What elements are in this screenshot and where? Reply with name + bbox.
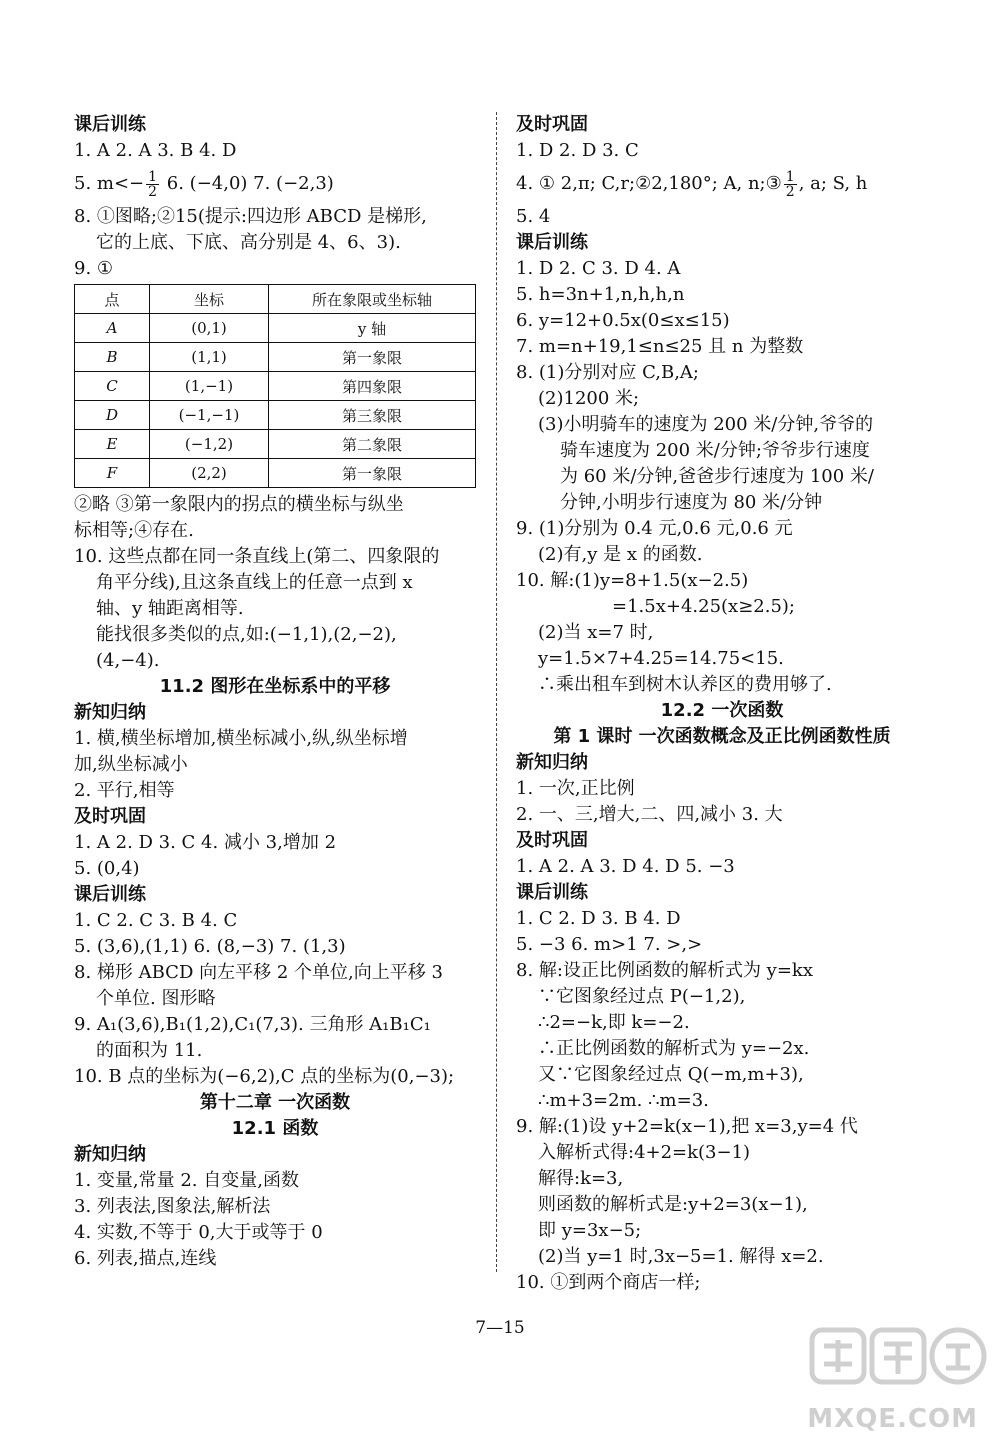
- section-heading: 新知归纳: [516, 752, 588, 773]
- answer-line: =1.5x+4.25(x≥2.5);: [612, 596, 795, 617]
- table-cell: (−1,−1): [150, 401, 269, 430]
- table-cell: 第一象限: [269, 459, 476, 488]
- answer-line: 1. 横,横坐标增加,横坐标减小,纵,纵坐标增: [74, 728, 408, 749]
- answer-line: 又∵它图象经过点 Q(−m,m+3),: [538, 1064, 804, 1085]
- answer-line: ∴正比例函数的解析式为 y=−2x.: [538, 1038, 810, 1059]
- table-cell: C: [75, 372, 150, 401]
- section-heading: 新知归纳: [74, 1144, 146, 1165]
- answer-line: 1. 变量,常量 2. 自变量,函数: [74, 1170, 299, 1191]
- table-row: [75, 459, 476, 488]
- answer-line: 1. A 2. A 3. D 4. D 5. −3: [516, 856, 735, 877]
- column-divider: [496, 112, 497, 1272]
- answer-line: 6. y=12+0.5x(0≤x≤15): [516, 310, 730, 331]
- answer-line: 1. D 2. D 3. C: [516, 140, 639, 161]
- answer-line: ②略 ③第一象限内的拐点的横坐标与纵坐: [74, 494, 404, 515]
- answer-line: 即 y=3x−5;: [538, 1220, 642, 1241]
- table-cell: 第二象限: [269, 430, 476, 459]
- table-header: 坐标: [150, 285, 269, 314]
- table-cell: 第一象限: [269, 343, 476, 372]
- table-cell: F: [75, 459, 150, 488]
- answer-line: 10. 这些点都在同一条直线上(第二、四象限的: [74, 546, 440, 567]
- table-cell: D: [75, 401, 150, 430]
- answer-line: 3. 列表法,图象法,解析法: [74, 1196, 271, 1217]
- answer-line: y=1.5×7+4.25=14.75<15.: [538, 648, 784, 669]
- answer-line: 能找很多类似的点,如:(−1,1),(2,−2),: [96, 624, 397, 645]
- fraction-denominator: 2: [148, 183, 158, 200]
- answer-line: 6. 列表,描点,连线: [74, 1248, 217, 1269]
- answer-line: 骑车速度为 200 米/分钟;爷爷步行速度: [560, 440, 870, 461]
- answer-line: (3)小明骑车的速度为 200 米/分钟,爷爷的: [538, 414, 874, 435]
- answer-line: (2)当 y=1 时,3x−5=1. 解得 x=2.: [538, 1246, 824, 1267]
- table-cell: E: [75, 430, 150, 459]
- table-row: [75, 314, 476, 343]
- answer-line: ∴m+3=2m. ∴m=3.: [538, 1090, 709, 1111]
- answer-line: 7. m=n+19,1≤n≤25 且 n 为整数: [516, 336, 804, 357]
- answer-line: 的面积为 11.: [96, 1040, 203, 1061]
- answer-line: 角平分线),且这条直线上的任意一点到 x: [96, 572, 413, 593]
- left-column: [74, 112, 476, 1272]
- answer-line: 10. ①到两个商店一样;: [516, 1272, 701, 1293]
- table-cell: (2,2): [150, 459, 269, 488]
- table-cell: (0,1): [150, 314, 269, 343]
- table-cell: B: [75, 343, 150, 372]
- answer-line: 2. 一、三,增大,二、四,减小 3. 大: [516, 804, 783, 825]
- answer-line: 9. (1)分别为 0.4 元,0.6 元,0.6 元: [516, 518, 793, 539]
- fraction-numerator: 1: [785, 168, 795, 185]
- table-cell: (1,1): [150, 343, 269, 372]
- fraction-numerator: 1: [148, 168, 158, 185]
- answer-line: ∴2=−k,即 k=−2.: [538, 1012, 690, 1033]
- answer-line: (4,−4).: [96, 650, 160, 671]
- table-cell: 第三象限: [269, 401, 476, 430]
- section-heading: 及时巩固: [74, 806, 146, 827]
- section-title: 12.2 一次函数: [660, 700, 784, 721]
- chapter-title: 第十二章 一次函数: [199, 1092, 351, 1113]
- section-heading: 课后训练: [74, 114, 146, 135]
- watermark-logo: [808, 1326, 988, 1386]
- table-header-row: [75, 285, 476, 314]
- answer-line: 解得:k=3,: [538, 1168, 624, 1189]
- table-cell: y 轴: [269, 314, 476, 343]
- answer-line: 标相等;④存在.: [74, 520, 194, 541]
- answer-line: 10. B 点的坐标为(−6,2),C 点的坐标为(0,−3);: [74, 1066, 455, 1087]
- answer-line: 5. (3,6),(1,1) 6. (8,−3) 7. (1,3): [74, 936, 346, 957]
- table-row: [75, 401, 476, 430]
- lesson-title: 第 1 课时 一次函数概念及正比例函数性质: [553, 726, 891, 747]
- answer-line: (2)当 x=7 时,: [538, 622, 654, 643]
- answer-line: [74, 164, 476, 204]
- answer-line: 4. 实数,不等于 0,大于或等于 0: [74, 1222, 323, 1243]
- answer-text: 5. m<−: [74, 173, 145, 194]
- answer-line: 为 60 米/分钟,爸爸步行速度为 100 米/: [560, 466, 874, 487]
- answer-line: 5. 4: [516, 206, 551, 227]
- answer-line: 8. 解:设正比例函数的解析式为 y=kx: [516, 960, 813, 981]
- answer-line: 入解析式得:4+2=k(3−1): [538, 1142, 751, 1163]
- answer-line: 9. 解:(1)设 y+2=k(x−1),把 x=3,y=4 代: [516, 1116, 858, 1137]
- answer-line: 5. −3 6. m>1 7. >,>: [516, 934, 703, 955]
- right-column: [516, 112, 928, 1296]
- watermark-url: MXQE.COM: [807, 1404, 978, 1434]
- answer-line: 它的上底、下底、高分别是 4、6、3).: [96, 232, 401, 253]
- answer-line: (2)1200 米;: [538, 388, 640, 409]
- answer-line: 1. C 2. C 3. B 4. C: [74, 910, 238, 931]
- answer-line: ∵它图象经过点 P(−1,2),: [538, 986, 746, 1007]
- answer-line: 1. A 2. A 3. B 4. D: [74, 140, 237, 161]
- answer-line: 9. ①: [74, 258, 114, 279]
- table-cell: 第四象限: [269, 372, 476, 401]
- table-cell: (1,−1): [150, 372, 269, 401]
- answer-line: 轴、y 轴距离相等.: [96, 598, 244, 619]
- answer-line: 5. h=3n+1,n,h,h,n: [516, 284, 685, 305]
- table-cell: A: [75, 314, 150, 343]
- table-row: [75, 430, 476, 459]
- answer-line: [516, 164, 928, 204]
- answer-line: 1. C 2. D 3. B 4. D: [516, 908, 681, 929]
- table-header: 所在象限或坐标轴: [269, 285, 476, 314]
- answer-line: 5. (0,4): [74, 858, 140, 879]
- answer-line: 加,纵坐标减小: [74, 754, 188, 775]
- answer-line: 2. 平行,相等: [74, 780, 175, 801]
- answer-line: 8. (1)分别对应 C,B,A;: [516, 362, 699, 383]
- answer-line: 1. D 2. C 3. D 4. A: [516, 258, 681, 279]
- table-header: 点: [75, 285, 150, 314]
- answer-line: 1. 一次,正比例: [516, 778, 635, 799]
- answer-line: 分钟,小明步行速度为 80 米/分钟: [560, 492, 823, 513]
- answer-line: 1. A 2. D 3. C 4. 减小 3,增加 2: [74, 832, 337, 853]
- answer-text: , a; S, h: [798, 173, 868, 194]
- answer-line: (2)有,y 是 x 的函数.: [538, 544, 703, 565]
- page-number: 7—15: [475, 1318, 525, 1338]
- watermark: [808, 1326, 988, 1434]
- fraction: [146, 170, 159, 199]
- answer-line: 8. 梯形 ABCD 向左平移 2 个单位,向上平移 3: [74, 962, 443, 983]
- section-title: 11.2 图形在坐标系中的平移: [159, 676, 391, 697]
- section-heading: 及时巩固: [516, 830, 588, 851]
- fraction: [784, 170, 797, 199]
- answer-line: 10. 解:(1)y=8+1.5(x−2.5): [516, 570, 749, 591]
- answer-line: 9. A₁(3,6),B₁(1,2),C₁(7,3). 三角形 A₁B₁C₁: [74, 1014, 431, 1035]
- section-title: 12.1 函数: [231, 1118, 319, 1139]
- coordinate-table: [74, 284, 476, 488]
- answer-text: 6. (−4,0) 7. (−2,3): [161, 173, 334, 194]
- answer-line: 8. ①图略;②15(提示:四边形 ABCD 是梯形,: [74, 206, 427, 227]
- answer-line: 则函数的解析式是:y+2=3(x−1),: [538, 1194, 808, 1215]
- section-heading: 新知归纳: [74, 702, 146, 723]
- section-heading: 课后训练: [74, 884, 146, 905]
- section-heading: 及时巩固: [516, 114, 588, 135]
- section-heading: 课后训练: [516, 232, 588, 253]
- table-row: [75, 372, 476, 401]
- answer-line: 个单位. 图形略: [96, 988, 216, 1009]
- table-row: [75, 343, 476, 372]
- answer-text: 4. ① 2,π; C,r;②2,180°; A, n;③: [516, 173, 782, 194]
- section-heading: 课后训练: [516, 882, 588, 903]
- answer-line: ∴乘出租车到树木认养区的费用够了.: [538, 674, 832, 695]
- fraction-denominator: 2: [785, 183, 795, 200]
- table-cell: (−1,2): [150, 430, 269, 459]
